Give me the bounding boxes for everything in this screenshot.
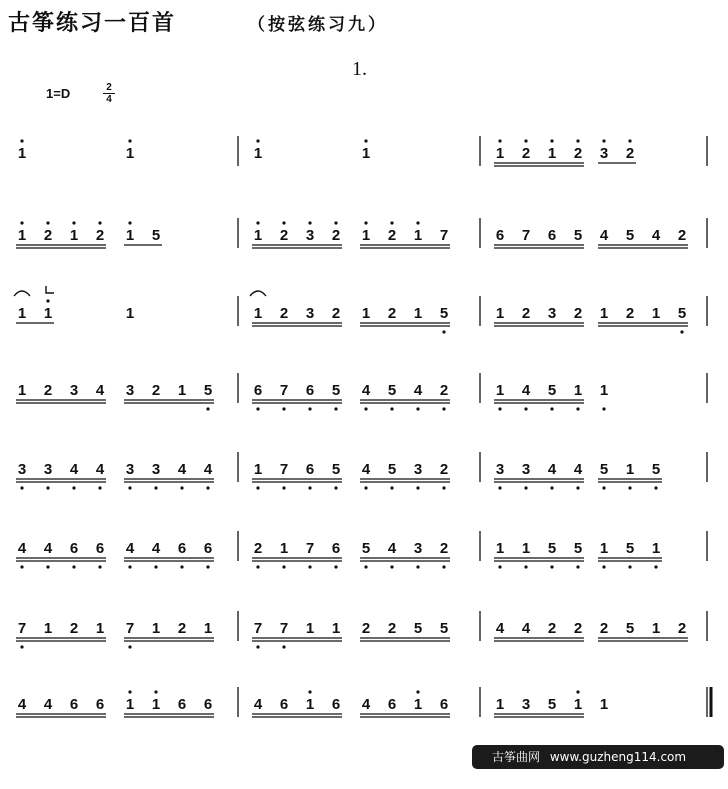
note: 3: [43, 461, 53, 478]
note: 1: [547, 145, 557, 162]
note: 1: [125, 145, 135, 162]
note: 1: [495, 145, 505, 162]
note: 1: [43, 620, 53, 637]
note: 2: [279, 227, 289, 244]
note: 7: [125, 620, 135, 637]
octave-dot-low: [524, 565, 527, 568]
note: 6: [495, 227, 505, 244]
note: 5: [387, 382, 397, 399]
note: 1: [495, 382, 505, 399]
note: 2: [279, 305, 289, 322]
octave-dot-low: [154, 565, 157, 568]
note: 1: [361, 227, 371, 244]
note: 1: [125, 305, 135, 322]
octave-dot-low: [256, 407, 259, 410]
note: 4: [361, 382, 371, 399]
octave-dot-low: [282, 407, 285, 410]
octave-dot-low: [308, 565, 311, 568]
note: 1: [573, 382, 583, 399]
page-subtitle: （按弦练习九）: [248, 15, 388, 35]
note: 6: [439, 696, 449, 713]
footer-site-name: 古筝曲网: [492, 750, 541, 764]
octave-dot-low: [46, 486, 49, 489]
note: 6: [305, 382, 315, 399]
press-arc: [250, 291, 266, 296]
note: 1: [177, 382, 187, 399]
octave-dot-low: [180, 565, 183, 568]
note: 2: [387, 620, 397, 637]
note: 1: [17, 382, 27, 399]
note: 6: [95, 696, 105, 713]
note: 1: [521, 540, 531, 557]
note: 1: [125, 227, 135, 244]
note: 5: [547, 540, 557, 557]
octave-dot-low: [206, 407, 209, 410]
note: 3: [305, 227, 315, 244]
note: 1: [651, 305, 661, 322]
note: 3: [69, 382, 79, 399]
octave-dot-low: [416, 486, 419, 489]
note: 1: [253, 145, 263, 162]
octave-dot-high: [256, 221, 259, 224]
octave-dot-high: [282, 221, 285, 224]
octave-dot-low: [364, 407, 367, 410]
note: 1: [253, 227, 263, 244]
octave-dot-low: [550, 486, 553, 489]
octave-dot-low: [628, 565, 631, 568]
octave-dot-high: [390, 221, 393, 224]
note: 5: [331, 382, 341, 399]
octave-dot-low: [180, 486, 183, 489]
note: 1: [651, 620, 661, 637]
note: 1: [69, 227, 79, 244]
octave-dot-low: [576, 407, 579, 410]
score-row: [16, 611, 707, 649]
note: 1: [151, 620, 161, 637]
octave-dot-low: [72, 565, 75, 568]
section-number: 1.: [352, 58, 367, 80]
note: 3: [599, 145, 609, 162]
octave-dot-low: [334, 565, 337, 568]
octave-dot-low: [364, 565, 367, 568]
score-row: [16, 373, 707, 411]
note: 5: [599, 461, 609, 478]
octave-dot-high: [416, 690, 419, 693]
octave-dot-high: [308, 221, 311, 224]
octave-dot-low: [442, 486, 445, 489]
note: 5: [625, 227, 635, 244]
note: 1: [151, 696, 161, 713]
note: 7: [253, 620, 263, 637]
note: 1: [17, 305, 27, 322]
note: 2: [387, 227, 397, 244]
note: 1: [361, 305, 371, 322]
octave-dot-low: [128, 645, 131, 648]
note: 3: [305, 305, 315, 322]
note: 1: [253, 305, 263, 322]
octave-dot-low: [576, 486, 579, 489]
octave-dot-high: [308, 690, 311, 693]
octave-dot-low: [654, 565, 657, 568]
octave-dot-high: [550, 139, 553, 142]
note: 1: [125, 696, 135, 713]
octave-dot-high: [416, 221, 419, 224]
note: 3: [413, 461, 423, 478]
note: 5: [151, 227, 161, 244]
octave-dot-low: [308, 486, 311, 489]
octave-dot-high: [46, 299, 49, 302]
note: 2: [95, 227, 105, 244]
score-row: [14, 286, 707, 334]
octave-dot-low: [256, 645, 259, 648]
note: 5: [439, 620, 449, 637]
octave-dot-low: [256, 565, 259, 568]
note: 3: [521, 696, 531, 713]
note: 1: [95, 620, 105, 637]
octave-dot-low: [498, 486, 501, 489]
note: 7: [279, 382, 289, 399]
octave-dot-high: [46, 221, 49, 224]
note: 5: [203, 382, 213, 399]
note: 3: [521, 461, 531, 478]
octave-dot-low: [20, 486, 23, 489]
note: 6: [331, 540, 341, 557]
note: 7: [439, 227, 449, 244]
note: 3: [547, 305, 557, 322]
octave-dot-low: [654, 486, 657, 489]
note: 3: [125, 382, 135, 399]
note: 4: [387, 540, 397, 557]
footer-url[interactable]: www.guzheng114.com: [549, 750, 687, 764]
note: 3: [413, 540, 423, 557]
octave-dot-low: [602, 565, 605, 568]
note: 2: [625, 145, 635, 162]
octave-dot-high: [364, 139, 367, 142]
note: 4: [125, 540, 135, 557]
note: 1: [17, 145, 27, 162]
note: 1: [651, 540, 661, 557]
note: 1: [599, 305, 609, 322]
octave-dot-low: [364, 486, 367, 489]
note: 6: [253, 382, 263, 399]
note: 2: [43, 227, 53, 244]
note: 2: [387, 305, 397, 322]
note: 2: [177, 620, 187, 637]
octave-dot-low: [72, 486, 75, 489]
octave-dot-high: [72, 221, 75, 224]
note: 4: [177, 461, 187, 478]
note: 4: [361, 461, 371, 478]
note: 4: [253, 696, 263, 713]
time-signature-bottom: 4: [106, 94, 112, 105]
note: 4: [17, 696, 27, 713]
octave-dot-low: [206, 565, 209, 568]
note: 2: [439, 382, 449, 399]
footer-banner[interactable]: [472, 745, 724, 769]
octave-dot-low: [282, 486, 285, 489]
octave-dot-high: [128, 221, 131, 224]
note: 5: [547, 696, 557, 713]
octave-dot-low: [442, 330, 445, 333]
note: 4: [521, 620, 531, 637]
octave-dot-high: [20, 139, 23, 142]
note: 2: [521, 145, 531, 162]
note: 4: [573, 461, 583, 478]
octave-dot-low: [20, 565, 23, 568]
note: 6: [387, 696, 397, 713]
note: 6: [69, 696, 79, 713]
note: 5: [361, 540, 371, 557]
note: 2: [69, 620, 79, 637]
octave-dot-low: [154, 486, 157, 489]
note: 7: [279, 620, 289, 637]
octave-dot-high: [602, 139, 605, 142]
note: 4: [43, 540, 53, 557]
note: 2: [43, 382, 53, 399]
note: 4: [203, 461, 213, 478]
note: 3: [495, 461, 505, 478]
note: 1: [253, 461, 263, 478]
note: 7: [521, 227, 531, 244]
note: 6: [279, 696, 289, 713]
note: 1: [279, 540, 289, 557]
octave-dot-low: [628, 486, 631, 489]
note: 6: [331, 696, 341, 713]
octave-dot-high: [334, 221, 337, 224]
note: 2: [573, 620, 583, 637]
note: 5: [413, 620, 423, 637]
note: 4: [361, 696, 371, 713]
octave-dot-low: [524, 486, 527, 489]
octave-dot-high: [20, 221, 23, 224]
note: 4: [95, 461, 105, 478]
note: 2: [253, 540, 263, 557]
note: 5: [625, 540, 635, 557]
octave-dot-high: [128, 139, 131, 142]
note: 6: [305, 461, 315, 478]
note: 4: [521, 382, 531, 399]
octave-dot-high: [128, 690, 131, 693]
octave-dot-low: [256, 486, 259, 489]
note: 1: [625, 461, 635, 478]
octave-dot-low: [680, 330, 683, 333]
octave-dot-low: [416, 407, 419, 410]
octave-dot-high: [628, 139, 631, 142]
note: 4: [495, 620, 505, 637]
note: 4: [95, 382, 105, 399]
octave-dot-low: [20, 645, 23, 648]
note: 4: [17, 540, 27, 557]
note: 2: [573, 305, 583, 322]
octave-dot-low: [334, 486, 337, 489]
octave-dot-low: [576, 565, 579, 568]
press-hook: [46, 286, 54, 293]
note: 1: [413, 227, 423, 244]
note: 1: [599, 540, 609, 557]
octave-dot-low: [550, 565, 553, 568]
note: 1: [599, 696, 609, 713]
note: 5: [625, 620, 635, 637]
note: 2: [599, 620, 609, 637]
note: 4: [651, 227, 661, 244]
octave-dot-low: [308, 407, 311, 410]
note: 5: [677, 305, 687, 322]
octave-dot-low: [416, 565, 419, 568]
octave-dot-low: [334, 407, 337, 410]
octave-dot-low: [602, 407, 605, 410]
octave-dot-low: [550, 407, 553, 410]
key-signature: 1=D: [46, 86, 71, 101]
note: 4: [599, 227, 609, 244]
octave-dot-low: [98, 486, 101, 489]
octave-dot-low: [128, 565, 131, 568]
note: 1: [17, 227, 27, 244]
note: 7: [17, 620, 27, 637]
note: 4: [151, 540, 161, 557]
octave-dot-low: [498, 565, 501, 568]
octave-dot-low: [46, 565, 49, 568]
note: 5: [573, 540, 583, 557]
note: 5: [651, 461, 661, 478]
note: 3: [151, 461, 161, 478]
note: 2: [331, 305, 341, 322]
note: 2: [625, 305, 635, 322]
note: 5: [573, 227, 583, 244]
octave-dot-high: [256, 139, 259, 142]
note: 2: [573, 145, 583, 162]
note: 3: [125, 461, 135, 478]
note: 5: [387, 461, 397, 478]
press-arc: [14, 291, 30, 296]
octave-dot-high: [576, 139, 579, 142]
octave-dot-low: [390, 565, 393, 568]
note: 2: [677, 620, 687, 637]
octave-dot-high: [98, 221, 101, 224]
note: 5: [331, 461, 341, 478]
octave-dot-high: [364, 221, 367, 224]
octave-dot-low: [524, 407, 527, 410]
note: 2: [439, 540, 449, 557]
note: 1: [305, 620, 315, 637]
score-row: [16, 687, 711, 717]
note: 2: [521, 305, 531, 322]
octave-dot-low: [498, 407, 501, 410]
note: 6: [547, 227, 557, 244]
note: 3: [17, 461, 27, 478]
note: 7: [305, 540, 315, 557]
octave-dot-low: [282, 645, 285, 648]
octave-dot-high: [576, 690, 579, 693]
time-signature-top: 2: [106, 82, 112, 93]
note: 1: [599, 382, 609, 399]
note: 1: [331, 620, 341, 637]
note: 1: [573, 696, 583, 713]
note: 4: [43, 696, 53, 713]
note: 4: [547, 461, 557, 478]
octave-dot-low: [206, 486, 209, 489]
note: 1: [305, 696, 315, 713]
note: 6: [69, 540, 79, 557]
note: 1: [495, 696, 505, 713]
note: 6: [177, 696, 187, 713]
octave-dot-low: [442, 565, 445, 568]
score-row: [18, 136, 707, 166]
note: 1: [495, 305, 505, 322]
note: 7: [279, 461, 289, 478]
note: 5: [547, 382, 557, 399]
octave-dot-high: [498, 139, 501, 142]
octave-dot-low: [602, 486, 605, 489]
octave-dot-high: [154, 690, 157, 693]
note: 1: [361, 145, 371, 162]
note: 1: [43, 305, 53, 322]
note: 4: [69, 461, 79, 478]
score-row: [16, 218, 707, 248]
score-row: [16, 452, 707, 490]
note: 5: [439, 305, 449, 322]
note: 6: [203, 540, 213, 557]
octave-dot-low: [390, 486, 393, 489]
note: 2: [331, 227, 341, 244]
note: 1: [203, 620, 213, 637]
octave-dot-low: [282, 565, 285, 568]
note: 2: [439, 461, 449, 478]
octave-dot-high: [524, 139, 527, 142]
score-row: [16, 531, 707, 569]
page-title: 古筝练习一百首: [8, 11, 177, 36]
note: 2: [361, 620, 371, 637]
note: 2: [151, 382, 161, 399]
note: 6: [95, 540, 105, 557]
note: 1: [413, 305, 423, 322]
octave-dot-low: [98, 565, 101, 568]
octave-dot-low: [128, 486, 131, 489]
note: 2: [677, 227, 687, 244]
note: 2: [547, 620, 557, 637]
note: 6: [177, 540, 187, 557]
note: 6: [203, 696, 213, 713]
octave-dot-low: [390, 407, 393, 410]
note: 1: [495, 540, 505, 557]
note: 4: [413, 382, 423, 399]
octave-dot-low: [442, 407, 445, 410]
note: 1: [413, 696, 423, 713]
